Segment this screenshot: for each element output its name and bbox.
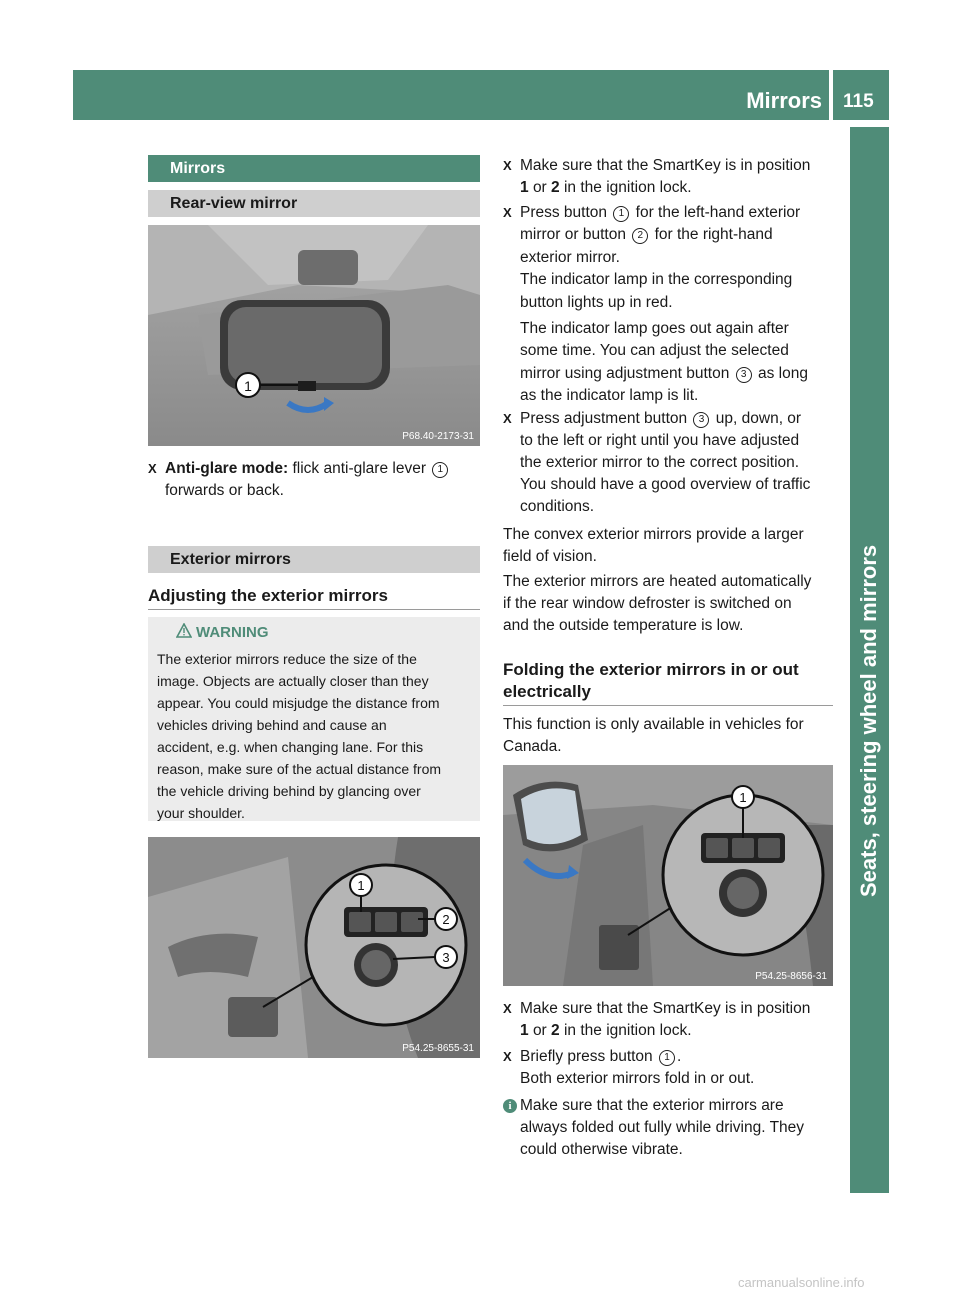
rearview-mirror-photo xyxy=(148,225,480,446)
bullet-press-button: X Press button 1 for the left-hand exterior mirror or button 2 for the right-hand exterior mirror. The indicator lamp in the corresponding button lights up in red. The indicator lamp goes out again after some time. You can adjust the selected mirror using adjustment button 3 as long as the indicator lamp is lit. xyxy=(503,204,808,405)
rearview-mirror-illustration xyxy=(148,225,480,446)
paragraph-heated: The exterior mirrors are heated automatically if the rear window defroster is switched on and the outside temperature is low. xyxy=(503,573,812,634)
door-switch-illustration xyxy=(148,837,480,1058)
svg-text:1: 1 xyxy=(244,378,252,394)
callout-1-icon: 1 xyxy=(613,206,629,222)
folding-mirror-photo xyxy=(503,765,833,986)
divider xyxy=(148,609,480,610)
bullet-briefly-press: X Briefly press button 1 . Both exterior mirrors fold in or out. xyxy=(503,1048,755,1087)
paragraph-convex: The convex exterior mirrors provide a larger field of vision. xyxy=(503,526,804,565)
side-tab xyxy=(850,127,889,1193)
svg-text:3: 3 xyxy=(442,950,450,965)
door-switch-photo xyxy=(148,837,480,1058)
warning-title: WARNING xyxy=(196,624,269,641)
warning-text: The exterior mirrors reduce the size of the image. Objects are actually closer than they appear. You could misjudge the distance from vehicles driving behind and cause an accident, e.g. when changing lane. For this reason, make sure of the actual distance from the vehicle driving behind by glancing over your shoulder. xyxy=(157,651,442,821)
callout-2-icon: 2 xyxy=(632,228,648,244)
folding-mirror-illustration xyxy=(503,765,833,986)
bullet-antiglare: X Anti-glare mode: flick anti-glare lever 1 forwards or back. xyxy=(148,458,480,508)
svg-text:1: 1 xyxy=(357,878,365,893)
page-number: 115 xyxy=(843,91,874,112)
info-icon: i xyxy=(503,1099,517,1113)
bullet-smartkey-1: X Make sure that the SmartKey is in position 1 or 2 in the ignition lock. xyxy=(503,157,811,196)
subheading-folding: Folding the exterior mirrors in or out electrically xyxy=(503,660,799,701)
svg-text:2: 2 xyxy=(442,912,450,927)
callout-3-icon: 3 xyxy=(736,367,752,383)
bullet-smartkey-2: X Make sure that the SmartKey is in position 1 or 2 in the ignition lock. xyxy=(503,1000,811,1039)
photo-code: P54.25-8655-31 xyxy=(402,1043,474,1054)
photo-code: P54.25-8656-31 xyxy=(755,971,827,982)
callout-1-icon: 1 xyxy=(432,462,448,478)
section-title-mirrors: Mirrors xyxy=(148,155,480,182)
bullet-marker: X xyxy=(148,461,157,476)
divider xyxy=(503,705,833,706)
header-separator xyxy=(829,70,833,120)
bullet-adjustment: X Press adjustment button 3 up, down, or to the left or right until you have adjusted the exterior mirror to the correct position. You should have a good overview of traffic conditions. xyxy=(503,410,811,515)
page-title: Mirrors xyxy=(746,88,822,113)
side-tab-label: Seats, steering wheel and mirrors xyxy=(856,544,881,897)
callout-1-icon: 1 xyxy=(659,1050,675,1066)
warning-triangle-icon xyxy=(176,623,192,638)
section-title-rearview: Rear-view mirror xyxy=(148,190,480,217)
photo-code: P68.40-2173-31 xyxy=(402,431,474,442)
info-note: i Make sure that the exterior mirrors are always folded out fully while driving. They could otherwise vibrate. xyxy=(503,1095,843,1165)
section-title-exterior: Exterior mirrors xyxy=(148,546,480,573)
footer-watermark: carmanualsonline.info xyxy=(738,1275,865,1290)
subheading-adjusting: Adjusting the exterior mirrors xyxy=(148,586,388,605)
paragraph-canada: This function is only available in vehicles for Canada. xyxy=(503,716,804,755)
callout-3-icon: 3 xyxy=(693,412,709,428)
svg-text:1: 1 xyxy=(739,790,747,805)
